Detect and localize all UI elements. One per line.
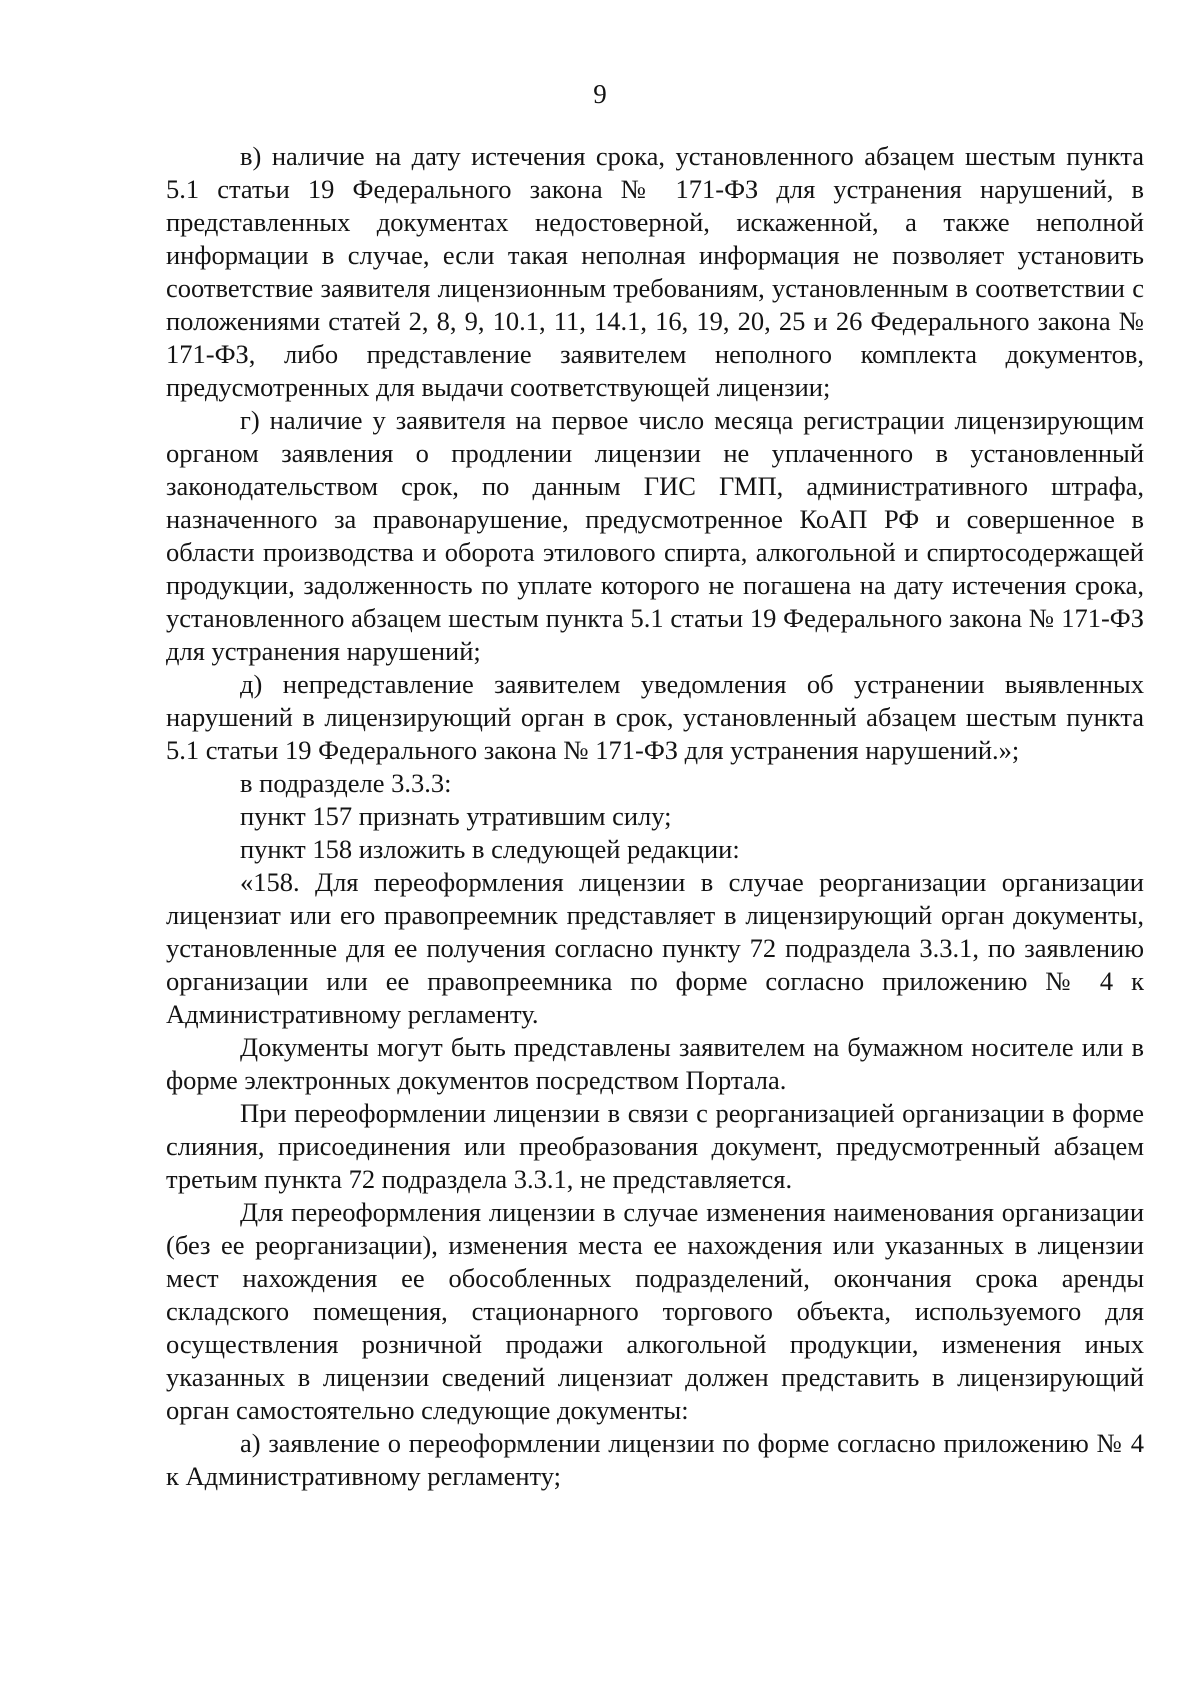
paragraph-point-157: пункт 157 признать утратившим силу; [240,801,672,831]
paragraph-item-a: а) заявление о переоформлении лицензии по форме согласно приложению № 4 к Административному регламенту; [166,1428,1144,1491]
paragraph-subsection-ref: в подразделе 3.3.3: [240,768,452,798]
paragraph-documents-submission: Документы могут быть представлены заявителем на бумажном носителе или в форме электронных документов посредством Портала. [166,1032,1144,1095]
paragraph-point-158-intro: пункт 158 изложить в следующей редакции: [240,834,740,864]
document-body [166,140,1144,1493]
paragraph-reorganization: При переоформлении лицензии в связи с реорганизацией организации в форме слияния, присоединения или преобразования документ, предусмотренный абзацем третьим пункта 72 подраздела 3.3.1, не представляется. [166,1098,1144,1194]
paragraph-item-g: г) наличие у заявителя на первое число месяца регистрации лицензирующим органом заявления о продлении лицензии не уплаченного в установленный законодательством срок, по данным ГИС ГМП, административного штрафа, назначенного за правонарушение, предусмотренное КоАП РФ и совершенное в области производства и оборота этилового спирта, алкогольной и спиртосодержащей продукции, задолженность по уплате которого не погашена на дату истечения срока, установленного абзацем шестым пункта 5.1 статьи 19 Федерального закона № 171-ФЗ для устранения нарушений; [166,405,1144,666]
page-number: 9 [593,79,607,109]
paragraph-item-v: в) наличие на дату истечения срока, установленного абзацем шестым пункта 5.1 статьи 19 Федерального закона № 171-ФЗ для устранения нарушений, в представленных документах недостоверной, искаженной, а также неполной информации в случае, если такая неполная информация не позволяет установить соответствие заявителя лицензионным требованиям, установленным в соответствии с положениями статей 2, 8, 9, 10.1, 11, 14.1, 16, 19, 20, 25 и 26 Федерального закона № 171-ФЗ, либо представление заявителем неполного комплекта документов, предусмотренных для выдачи соответствующей лицензии; [166,141,1144,402]
paragraph-point-158: «158. Для переоформления лицензии в случае реорганизации организации лицензиат или его правопреемник представляет в лицензирующий орган документы, установленные для ее получения согласно пункту 72 подраздела 3.3.1, по заявлению организации или ее правопреемника по форме согласно приложению № 4 к Административному регламенту. [166,867,1144,1029]
paragraph-item-d: д) непредставление заявителем уведомления об устранении выявленных нарушений в лицензирующий орган в срок, установленный абзацем шестым пункта 5.1 статьи 19 Федерального закона № 171-ФЗ для устранения нарушений.»; [166,669,1144,765]
paragraph-name-change: Для переоформления лицензии в случае изменения наименования организации (без ее реорганизации), изменения места ее нахождения или указанных в лицензии мест нахождения ее обособленных подразделений, окончания срока аренды складского помещения, стационарного торгового объекта, используемого для осуществления розничной продажи алкогольной продукции, изменения иных указанных в лицензии сведений лицензиат должен представить в лицензирующий орган самостоятельно следующие документы: [166,1197,1144,1425]
